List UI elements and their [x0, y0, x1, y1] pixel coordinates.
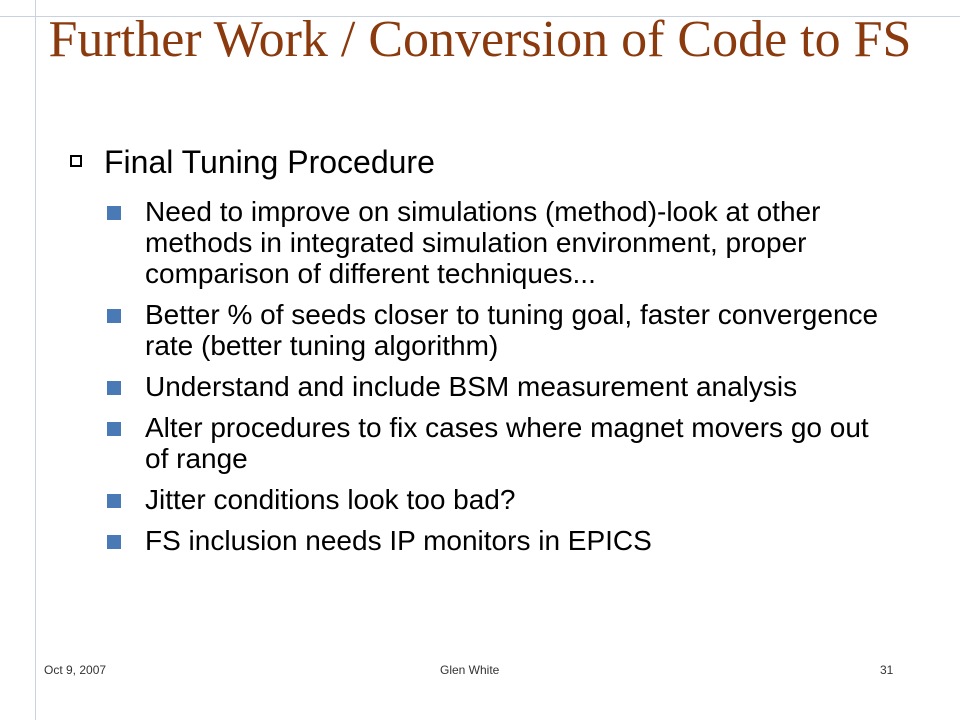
list-item-text: Need to improve on simulations (method)-look at other methods in integrated simulation environment, proper comparison of different techniques...: [145, 196, 821, 289]
square-bullet-icon: [107, 206, 121, 220]
square-bullet-icon: [107, 309, 121, 323]
footer-page-number: 31: [880, 663, 894, 677]
square-bullet-icon: [107, 494, 121, 508]
footer-date: Oct 9, 2007: [44, 663, 107, 677]
list-item: [100, 525, 880, 556]
list-item-text: Jitter conditions look too bad?: [145, 484, 516, 515]
list-item: [100, 412, 880, 474]
bullet-list: [100, 196, 880, 566]
list-item-text: FS inclusion needs IP monitors in EPICS: [145, 525, 652, 556]
slide-title: Further Work / Conversion of Code to FS: [48, 11, 912, 68]
square-bullet-icon: [107, 535, 121, 549]
footer-author: Glen White: [440, 663, 500, 677]
list-item-text: Better % of seeds closer to tuning goal, faster convergence rate (better tuning algorithm): [145, 299, 879, 361]
list-item-text: Alter procedures to fix cases where magnet movers go out of range: [145, 412, 869, 474]
vertical-rule: [35, 0, 36, 720]
list-item-text: Understand and include BSM measurement analysis: [145, 371, 798, 402]
list-item: [100, 371, 880, 402]
hollow-square-bullet-icon: [70, 155, 82, 167]
square-bullet-icon: [107, 381, 121, 395]
list-item: [100, 196, 880, 289]
square-bullet-icon: [107, 422, 121, 436]
list-item: [100, 484, 880, 515]
section-heading: Final Tuning Procedure: [104, 144, 435, 180]
list-item: [100, 299, 880, 361]
